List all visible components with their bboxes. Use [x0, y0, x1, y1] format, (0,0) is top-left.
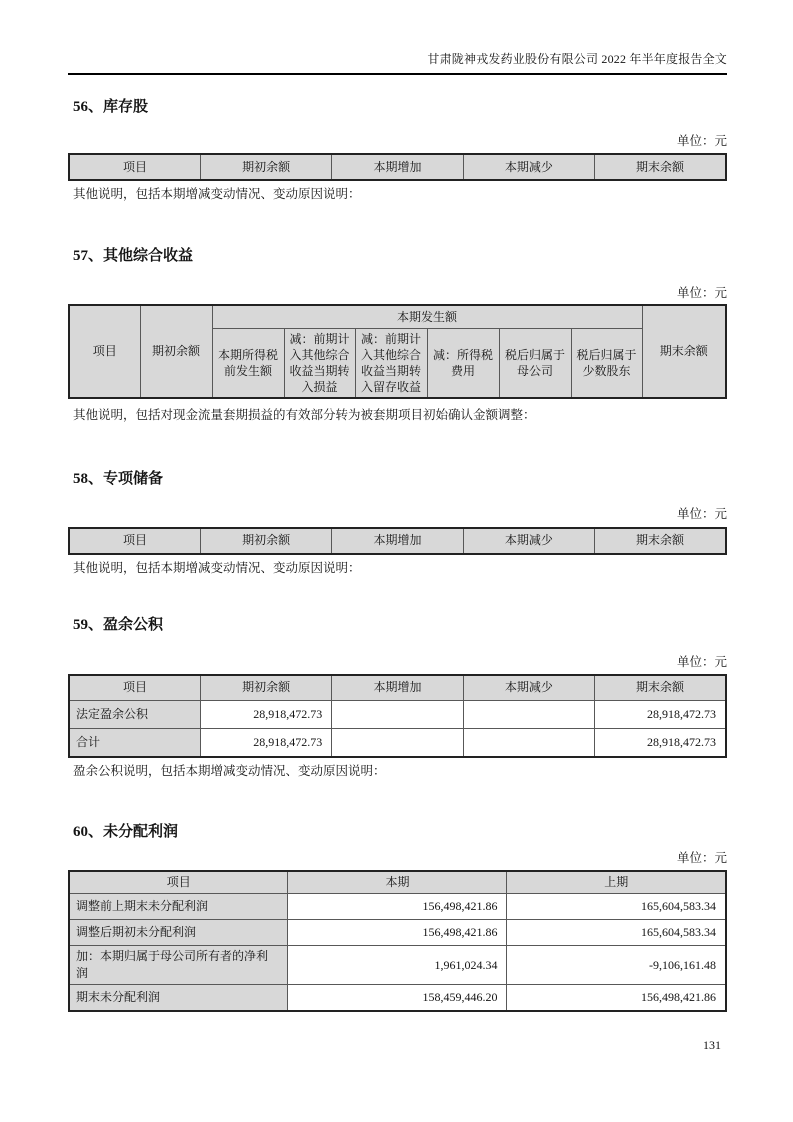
section-56-title: 56、库存股	[73, 99, 149, 115]
table-header-row	[69, 305, 726, 328]
table-row	[69, 701, 726, 729]
section-58-note: 其他说明，包括本期增减变动情况、变动原因说明：	[73, 560, 361, 575]
table-header-row	[69, 675, 726, 701]
col-header-opening-balance: 期初余额	[200, 154, 331, 180]
col-header-prior-period: 上期	[507, 871, 726, 894]
treasury-stock-table	[68, 153, 727, 181]
col-header-increase: 本期增加	[332, 154, 463, 180]
col-header-opening-balance: 期初余额	[200, 675, 331, 701]
col-header-item: 项目	[69, 871, 288, 894]
section-58-title: 58、专项储备	[73, 470, 164, 487]
row-label: 调整后期初未分配利润	[69, 920, 288, 946]
table-header-row	[69, 871, 726, 894]
col-header-less-income-tax: 减：所得税费用	[427, 328, 499, 398]
unit-label: 单位：元	[676, 654, 727, 669]
row-label: 期末未分配利润	[69, 985, 288, 1011]
current-period-cell: 158,459,446.20	[288, 985, 507, 1011]
closing-balance-cell: 28,918,472.73	[595, 729, 726, 757]
header-rule	[68, 73, 727, 75]
col-header-closing-balance: 期末余额	[642, 305, 726, 398]
undistributed-profit-table	[68, 870, 727, 1012]
current-period-cell: 156,498,421.86	[288, 894, 507, 920]
section-60-title: 60、未分配利润	[73, 823, 179, 840]
increase-cell	[332, 701, 463, 729]
table-header-row	[69, 528, 726, 554]
closing-balance-cell: 28,918,472.73	[595, 701, 726, 729]
prior-period-cell: 156,498,421.86	[507, 985, 726, 1011]
section-57-note: 其他说明，包括对现金流量套期损益的有效部分转为被套期项目初始确认金额调整：	[73, 407, 536, 422]
section-59-title: 59、盈余公积	[73, 616, 164, 633]
col-header-opening-balance: 期初余额	[200, 528, 331, 554]
decrease-cell	[463, 701, 594, 729]
section-57-title: 57、其他综合收益	[73, 248, 194, 264]
special-reserve-table	[68, 527, 727, 555]
unit-label: 单位：元	[676, 134, 727, 148]
col-header-current-period: 本期	[288, 871, 507, 894]
col-header-item: 项目	[69, 528, 200, 554]
col-header-item: 项目	[69, 154, 200, 180]
document-header-title: 甘肃陇神戎发药业股份有限公司 2022 年半年度报告全文	[427, 52, 727, 66]
table-header-row	[69, 154, 726, 180]
table-row	[69, 920, 726, 946]
unit-label: 单位：元	[676, 286, 727, 300]
col-header-after-tax-minority: 税后归属于少数股东	[571, 328, 642, 398]
surplus-reserve-table	[68, 674, 727, 758]
table-row	[69, 985, 726, 1011]
col-header-less-transfer-to-retained: 减：前期计入其他综合收益当期转入留存收益	[355, 328, 427, 398]
col-header-increase: 本期增加	[332, 675, 463, 701]
other-comprehensive-income-table	[68, 304, 727, 399]
section-56-note: 其他说明，包括本期增减变动情况、变动原因说明：	[73, 187, 361, 201]
unit-label: 单位：元	[676, 850, 727, 865]
table-row	[69, 729, 726, 757]
unit-label: 单位：元	[676, 506, 727, 521]
col-header-closing-balance: 期末余额	[595, 528, 726, 554]
row-label: 合计	[69, 729, 200, 757]
col-header-increase: 本期增加	[332, 528, 463, 554]
row-label: 法定盈余公积	[69, 701, 200, 729]
prior-period-cell: -9,106,161.48	[507, 946, 726, 985]
col-header-closing-balance: 期末余额	[595, 154, 726, 180]
decrease-cell	[463, 729, 594, 757]
col-header-opening-balance: 期初余额	[140, 305, 212, 398]
increase-cell	[332, 729, 463, 757]
col-header-item: 项目	[69, 305, 140, 398]
prior-period-cell: 165,604,583.34	[507, 894, 726, 920]
row-label: 加：本期归属于母公司所有者的净利润	[69, 946, 288, 985]
current-period-cell: 1,961,024.34	[288, 946, 507, 985]
table-row	[69, 894, 726, 920]
col-header-decrease: 本期减少	[463, 675, 594, 701]
col-header-closing-balance: 期末余额	[595, 675, 726, 701]
row-label: 调整前上期末未分配利润	[69, 894, 288, 920]
col-header-decrease: 本期减少	[463, 528, 594, 554]
page-number: 131	[703, 1038, 721, 1052]
opening-balance-cell: 28,918,472.73	[200, 701, 331, 729]
current-period-cell: 156,498,421.86	[288, 920, 507, 946]
col-header-less-transfer-to-pnl: 减：前期计入其他综合收益当期转入损益	[284, 328, 355, 398]
col-header-pretax-amount: 本期所得税前发生额	[212, 328, 284, 398]
col-header-current-period-group: 本期发生额	[212, 305, 642, 328]
col-header-item: 项目	[69, 675, 200, 701]
opening-balance-cell: 28,918,472.73	[200, 729, 331, 757]
prior-period-cell: 165,604,583.34	[507, 920, 726, 946]
table-row	[69, 946, 726, 985]
section-59-note: 盈余公积说明，包括本期增减变动情况、变动原因说明：	[73, 763, 386, 778]
col-header-decrease: 本期减少	[463, 154, 594, 180]
col-header-after-tax-parent: 税后归属于母公司	[499, 328, 571, 398]
